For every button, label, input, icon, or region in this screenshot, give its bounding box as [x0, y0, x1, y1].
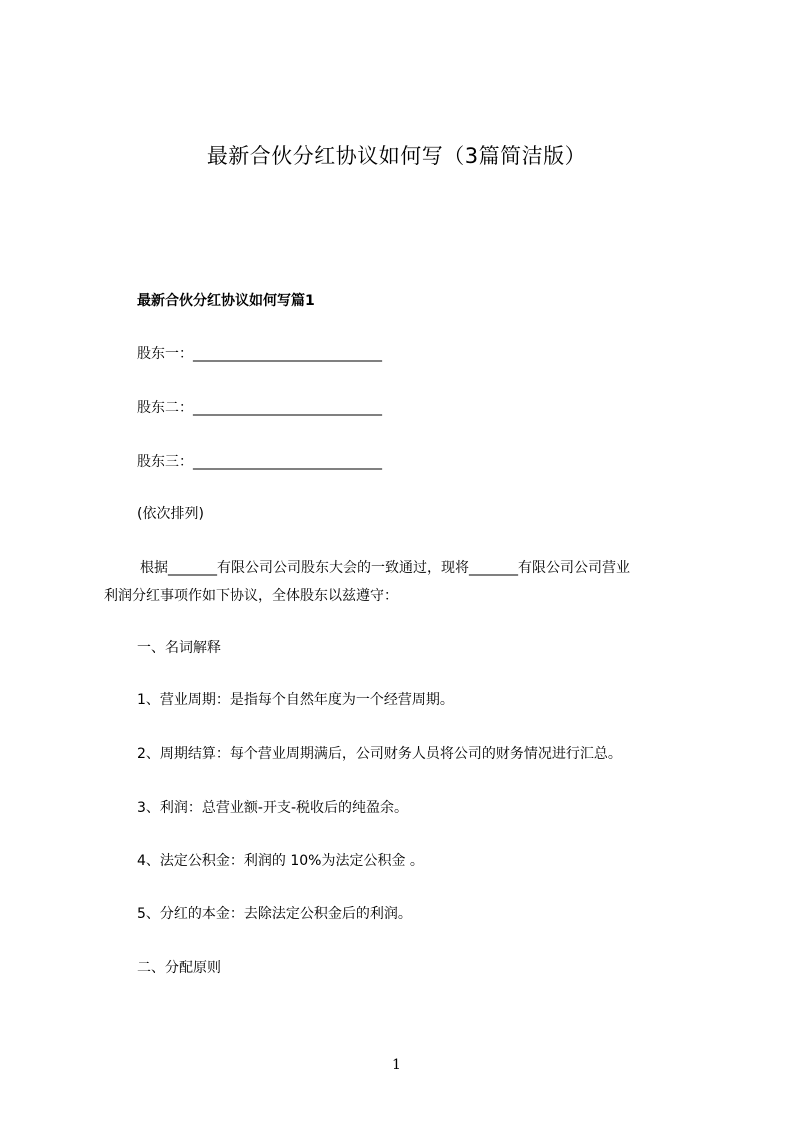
definition-item: 2、周期结算：每个营业周期满后，公司财务人员将公司的财务情况进行汇总。	[137, 746, 622, 762]
definition-item: 5、分红的本金：去除法定公积金后的利润。	[137, 906, 412, 922]
section-2-title: 二、分配原则	[137, 960, 221, 976]
definition-item: 1、营业周期：是指每个自然年度为一个经营周期。	[137, 692, 454, 708]
section-heading: 最新合伙分红协议如何写篇1	[137, 293, 315, 309]
section-1-title: 一、名词解释	[137, 640, 221, 656]
intro-paragraph	[104, 554, 704, 610]
document-title: 最新合伙分红协议如何写（3篇简洁版）	[206, 144, 587, 168]
definition-item: 3、利润：总营业额-开支-税收后的纯盈余。	[137, 800, 409, 816]
order-note: (依次排列)	[137, 506, 204, 522]
shareholder-line-2: 股东二：___________________________	[137, 400, 382, 416]
intro-line-1: 根据_______有限公司公司股东大会的一致通过，现将_______有限公司公司营业	[140, 560, 630, 576]
definition-item: 4、法定公积金：利润的 10%为法定公积金 。	[137, 853, 424, 869]
page-number: 1	[392, 1057, 401, 1073]
shareholder-line-1: 股东一：___________________________	[137, 346, 382, 362]
intro-line-2: 利润分红事项作如下协议，全体股东以兹遵守：	[104, 588, 398, 604]
shareholder-line-3: 股东三：___________________________	[137, 454, 382, 470]
